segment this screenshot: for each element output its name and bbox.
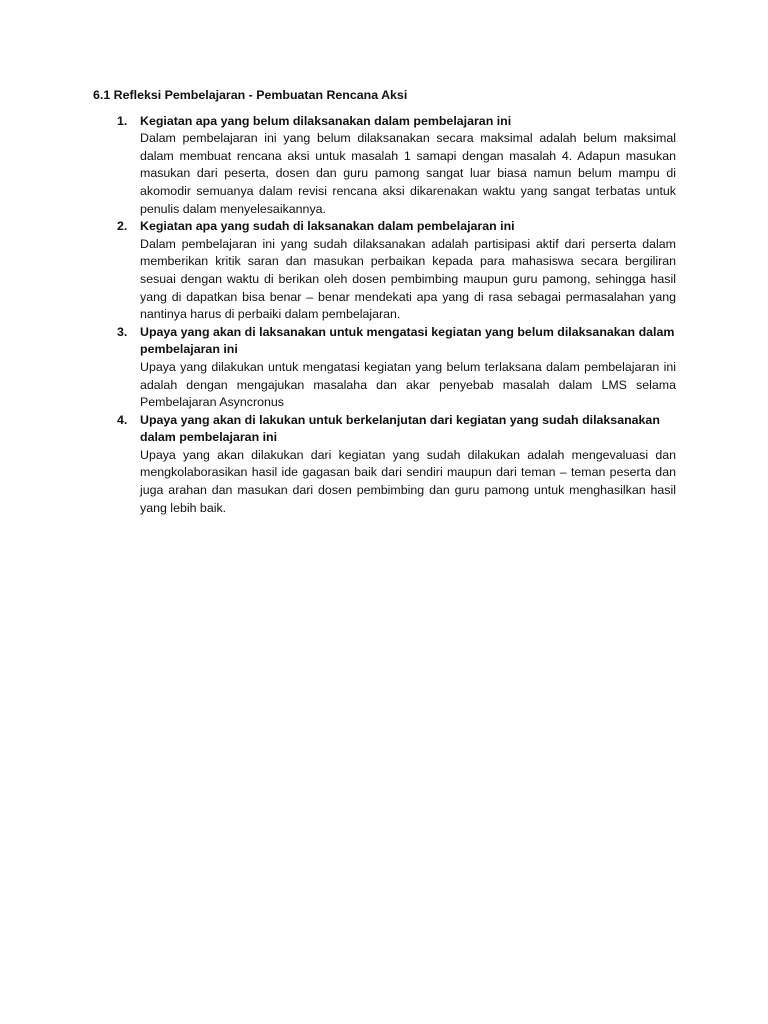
- item-number: 4.: [117, 412, 128, 427]
- item-question: Upaya yang akan di laksanakan untuk mengatasi kegiatan yang belum dilaksanakan dalam pembelajaran ini: [140, 324, 675, 357]
- list-item: [93, 113, 676, 219]
- item-number: 1.: [117, 113, 128, 128]
- list-item: [93, 412, 676, 518]
- document-title: 6.1 Refleksi Pembelajaran - Pembuatan Rencana Aksi: [93, 88, 408, 102]
- item-question: Kegiatan apa yang sudah di laksanakan dalam pembelajaran ini: [140, 219, 515, 234]
- item-number: 2.: [117, 219, 128, 234]
- item-answer: Upaya yang akan dilakukan dari kegiatan yang sudah dilakukan adalah mengevaluasi dan mengkolaborasikan hasil ide gagasan baik dari sendiri maupun dari teman – teman peserta dan juga arahan dan masukan dari dosen pembimbing dan guru pamong untuk menghasilkan hasil yang lebih baik.: [140, 447, 676, 515]
- item-answer: Dalam pembelajaran ini yang sudah dilaksanakan adalah partisipasi aktif dari perserta dalam memberikan kritik saran dan masukan perbaikan kepada para mahasiswa secara bergiliran sesuai dengan waktu di berikan oleh dosen pembimbing maupun guru pamong, sehingga hasil yang di dapatkan bisa benar – benar mendekati apa yang di rasa sebagai permasalahan yang nantinya harus di perbaiki dalam pembelajaran.: [140, 236, 676, 322]
- item-question: Kegiatan apa yang belum dilaksanakan dalam pembelajaran ini: [140, 113, 512, 128]
- reflection-list: [93, 113, 676, 518]
- list-item: [93, 324, 676, 412]
- item-answer: Dalam pembelajaran ini yang belum dilaksanakan secara maksimal adalah belum maksimal dalam membuat rencana aksi untuk masalah 1 samapi dengan masalah 4. Adapun masukan masukan dari peserta, dosen dan guru pamong sangat luar biasa namun belum mampu di akomodir semuanya dalam revisi rencana aksi dikarenakan waktu yang sangat terbatas untuk penulis dalam menyelesaikannya.: [140, 131, 676, 216]
- item-answer: Upaya yang dilakukan untuk mengatasi kegiatan yang belum terlaksana dalam pembelajaran ini adalah dengan mengajukan masalaha dan akar penyebab masalah dalam LMS selama Pembelajaran Asyncronus: [140, 359, 676, 410]
- item-question: Upaya yang akan di lakukan untuk berkelanjutan dari kegiatan yang sudah dilaksanakan dalam pembelajaran ini: [140, 412, 660, 445]
- list-item: [93, 218, 676, 324]
- document-content: [93, 87, 676, 517]
- item-number: 3.: [117, 324, 128, 339]
